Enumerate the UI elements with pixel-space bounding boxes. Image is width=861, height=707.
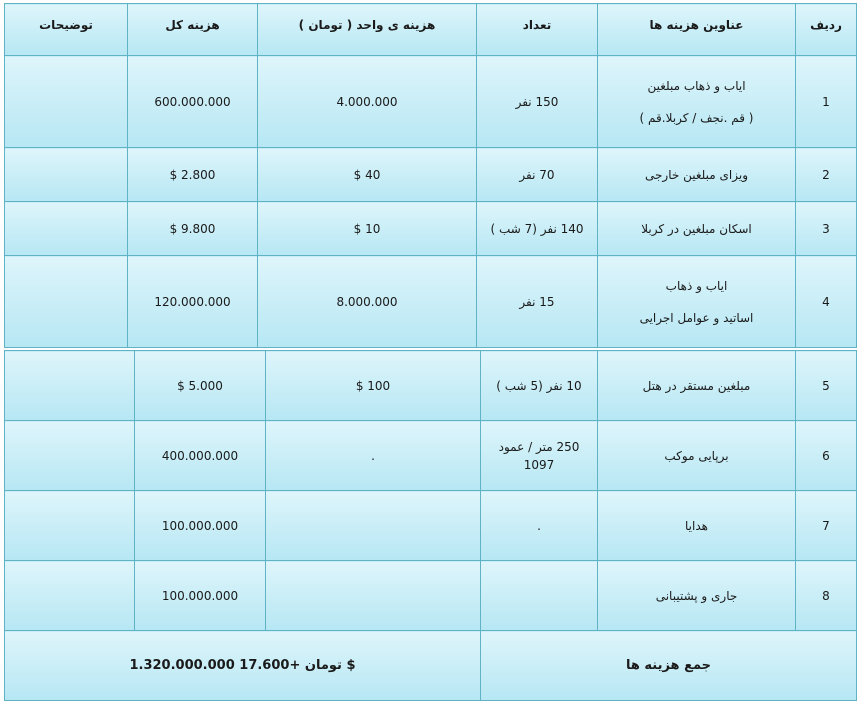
header-notes: توضیحات — [5, 4, 128, 56]
row-count: 10 نفر (5 شب ) — [481, 351, 598, 421]
row-total-cost: 5.000 $ — [135, 351, 266, 421]
row-title: مبلغین مستقر در هتل — [598, 351, 796, 421]
row-title-line1: ایاب و ذهاب — [665, 278, 728, 293]
header-title: عناوین هزینه ها — [598, 4, 796, 56]
row-notes — [5, 491, 135, 561]
table-row — [5, 351, 857, 421]
row-number: 2 — [796, 148, 857, 202]
cost-table-part1 — [4, 3, 857, 348]
table-row — [5, 561, 857, 631]
row-unit-cost: 40 $ — [258, 148, 477, 202]
row-count — [481, 421, 598, 491]
row-unit-cost — [266, 491, 481, 561]
row-unit-cost: 10 $ — [258, 202, 477, 256]
row-title — [598, 56, 796, 148]
row-unit-cost — [266, 561, 481, 631]
row-count — [481, 561, 598, 631]
row-notes — [5, 56, 128, 148]
row-total-cost: 400.000.000 — [135, 421, 266, 491]
row-number: 8 — [796, 561, 857, 631]
row-unit-cost: 4.000.000 — [258, 56, 477, 148]
row-count: 150 نفر — [477, 56, 598, 148]
row-number: 5 — [796, 351, 857, 421]
table-row — [5, 202, 857, 256]
row-total-cost: 100.000.000 — [135, 561, 266, 631]
header-count: تعداد — [477, 4, 598, 56]
row-count: 15 نفر — [477, 256, 598, 348]
summary-value: 1.320.000.000 تومان +17.600 $ — [5, 631, 481, 701]
row-title: جاری و پشتیبانی — [598, 561, 796, 631]
table-row — [5, 56, 857, 148]
row-count-line1: 250 متر / عمود — [498, 439, 580, 454]
row-title: اسکان مبلغین در کربلا — [598, 202, 796, 256]
row-notes — [5, 561, 135, 631]
row-count-line2: 1097 — [523, 457, 555, 472]
row-title-line2: ( قم .نجف / کربلا.قم ) — [639, 110, 754, 125]
row-notes — [5, 421, 135, 491]
row-title: هدایا — [598, 491, 796, 561]
row-total-cost: 600.000.000 — [128, 56, 258, 148]
cost-table-part2 — [4, 350, 857, 701]
row-title — [598, 256, 796, 348]
row-title-line2: اساتید و عوامل اجرایی — [639, 310, 754, 325]
row-title: ویزای مبلغین خارجی — [598, 148, 796, 202]
row-total-cost: 9.800 $ — [128, 202, 258, 256]
row-number: 1 — [796, 56, 857, 148]
row-total-cost: 2.800 $ — [128, 148, 258, 202]
row-total-cost: 100.000.000 — [135, 491, 266, 561]
row-count: 70 نفر — [477, 148, 598, 202]
row-notes — [5, 351, 135, 421]
row-notes — [5, 148, 128, 202]
row-number: 7 — [796, 491, 857, 561]
header-row-number: ردیف — [796, 4, 857, 56]
row-notes — [5, 256, 128, 348]
row-notes — [5, 202, 128, 256]
row-number: 4 — [796, 256, 857, 348]
table-row — [5, 148, 857, 202]
row-total-cost: 120.000.000 — [128, 256, 258, 348]
header-unit-cost: هزینه ی واحد ( تومان ) — [258, 4, 477, 56]
table-row — [5, 256, 857, 348]
row-number: 6 — [796, 421, 857, 491]
row-count: . — [481, 491, 598, 561]
row-unit-cost: 8.000.000 — [258, 256, 477, 348]
table-row — [5, 491, 857, 561]
table-row — [5, 421, 857, 491]
row-title-line1: ایاب و ذهاب مبلغین — [647, 78, 746, 93]
summary-label: جمع هزینه ها — [481, 631, 857, 701]
summary-row — [5, 631, 857, 701]
row-unit-cost: 100 $ — [266, 351, 481, 421]
header-row — [5, 4, 857, 56]
row-unit-cost: . — [266, 421, 481, 491]
row-title: برپایی موکب — [598, 421, 796, 491]
row-count: 140 نفر (7 شب ) — [477, 202, 598, 256]
header-total-cost: هزینه کل — [128, 4, 258, 56]
row-number: 3 — [796, 202, 857, 256]
